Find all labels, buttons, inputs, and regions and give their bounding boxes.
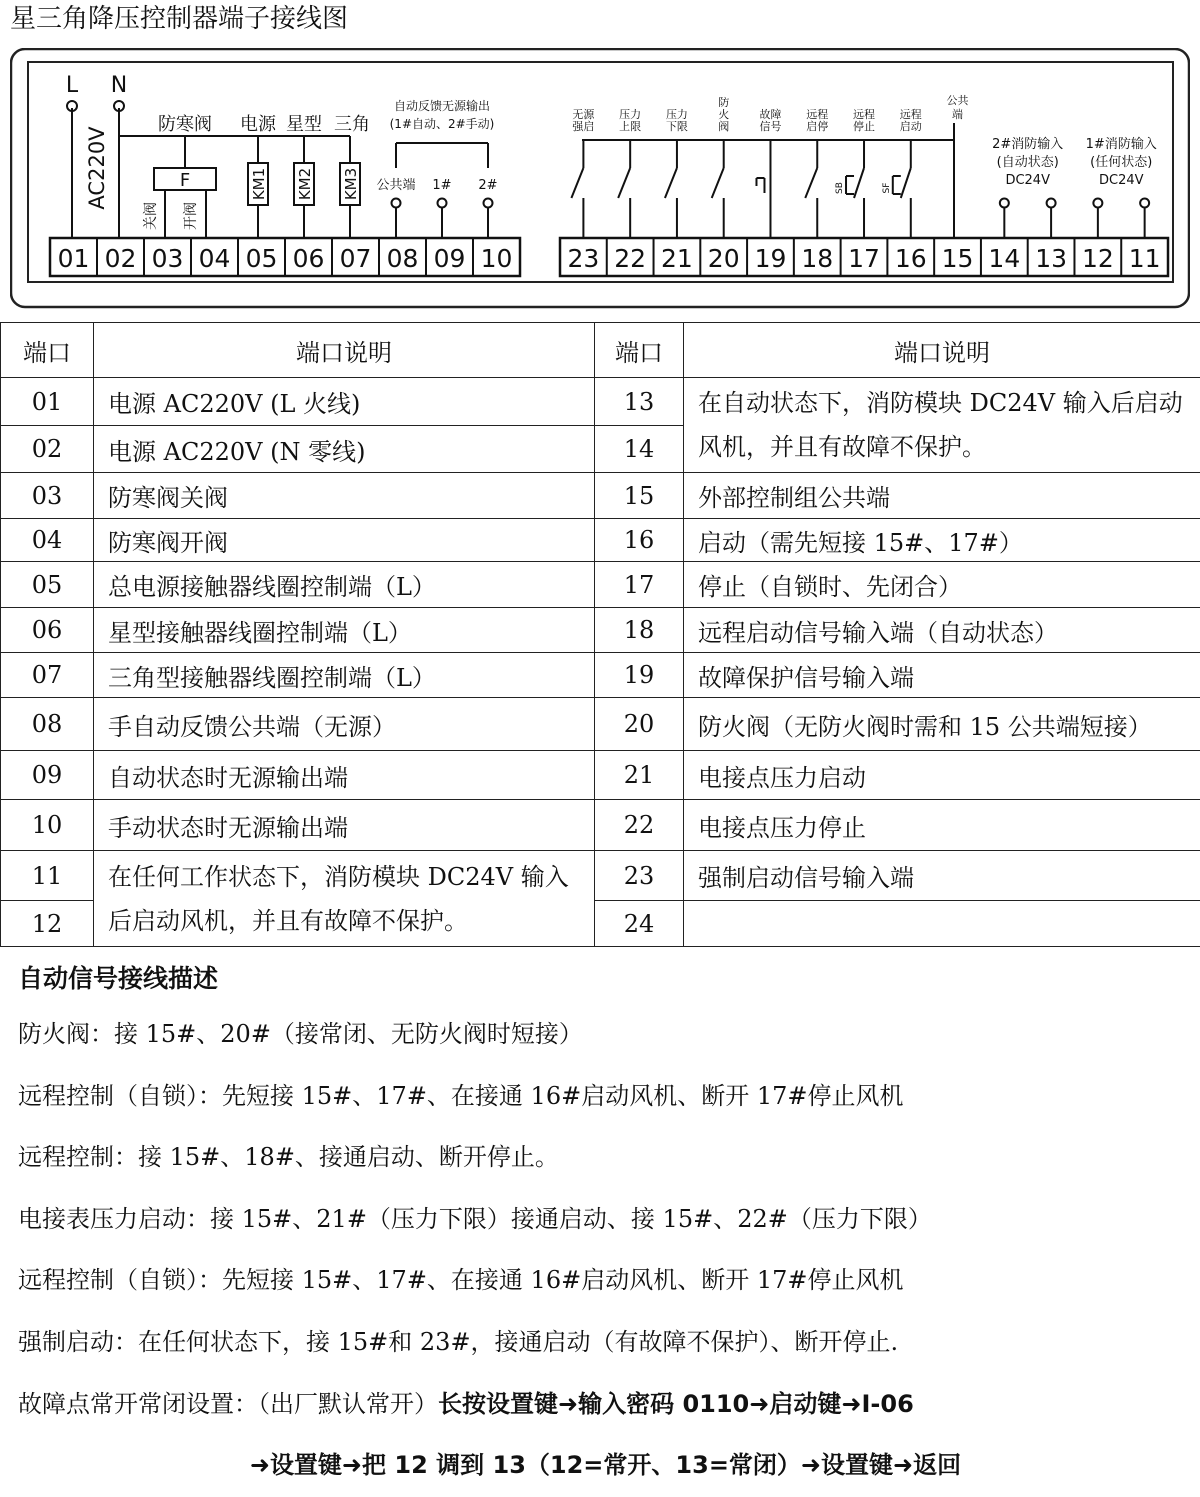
port-number: 24: [595, 901, 684, 947]
group-label-valve: 防寒阀: [158, 114, 212, 135]
port-number: 13: [595, 378, 684, 426]
terminal-07: 07: [340, 244, 372, 273]
port-description: 电接点压力启动: [684, 751, 1200, 800]
port-number: 05: [1, 562, 94, 608]
port-description: 强制启动信号输入端: [684, 851, 1200, 901]
terminal-11: 11: [1129, 244, 1161, 273]
terminal-10: 10: [481, 244, 513, 273]
wiring-notes: [18, 954, 1193, 1497]
ports-table: [0, 322, 1200, 947]
table-row: [1, 473, 1200, 519]
terminal-06: 06: [293, 244, 325, 273]
coil-km1: KM1: [250, 168, 268, 200]
left-terminal-numbers: [58, 238, 513, 276]
right-label-3: 压力: [666, 107, 688, 121]
port-number: 21: [595, 751, 684, 800]
group-label-power: 电源: [240, 114, 277, 135]
coil-km2: KM2: [296, 168, 314, 200]
port-number: 17: [595, 562, 684, 608]
port-number: 18: [595, 608, 684, 653]
port-number: 03: [1, 473, 94, 519]
port-number: 14: [595, 426, 684, 473]
port-description: 远程启动信号输入端（自动状态）: [684, 608, 1200, 653]
fire-input-1: 1#消防输入: [1086, 136, 1157, 152]
fault-setting-prefix: 故障点常开常闭设置：（出厂默认常开）: [18, 1390, 438, 1418]
terminal-04: 04: [199, 244, 231, 273]
port-description: 防火阀（无防火阀时需和 15 公共端短接）: [684, 698, 1200, 751]
right-label-6: 远程: [806, 107, 828, 121]
feedback-title: 自动反馈无源输出: [394, 98, 490, 113]
right-label-9: 端: [952, 107, 963, 121]
fault-setting-steps: 长按设置键➜输入密码 0110➜启动键➜I-06: [438, 1390, 914, 1418]
port-description: 手动状态时无源输出端: [94, 800, 595, 851]
fire-input-1: DC24V: [1099, 173, 1144, 188]
port-description: 停止（自锁时、先闭合）: [684, 562, 1200, 608]
port-number: 20: [595, 698, 684, 751]
note-line: 远程控制：接 15#、18#、接通启动、断开停止。: [18, 1127, 1193, 1189]
port-description: 自动状态时无源输出端: [94, 751, 595, 800]
port-number: 12: [1, 901, 94, 947]
notes-heading: 自动信号接线描述: [18, 954, 1193, 1004]
table-row: [1, 751, 1200, 800]
port-number: 16: [595, 519, 684, 562]
port-number: 07: [1, 653, 94, 698]
table-row: [1, 378, 1200, 426]
fault-setting-line: [18, 1374, 1193, 1436]
terminal-19: 19: [755, 244, 787, 273]
right-label-8: 远程: [900, 107, 922, 121]
sf-label: SF: [882, 183, 892, 194]
right-label-6: 启停: [806, 119, 828, 133]
port-description: 手自动反馈公共端（无源）: [94, 698, 595, 751]
group-label-star: 星型: [286, 114, 322, 135]
feedback-1: 1#: [432, 178, 451, 193]
port-number: 19: [595, 653, 684, 698]
port-number: 15: [595, 473, 684, 519]
table-row: [1, 608, 1200, 653]
note-line: 防火阀：接 15#、20#（接常闭、无防火阀时短接）: [18, 1004, 1193, 1066]
right-label-4: 阀: [718, 119, 729, 133]
port-description: 三角型接触器线圈控制端（L）: [94, 653, 595, 698]
group-label-delta: 三角: [334, 114, 370, 135]
right-label-5: 信号: [759, 119, 781, 133]
feedback-2: 2#: [478, 178, 497, 193]
terminal-17: 17: [848, 244, 880, 273]
terminal-09: 09: [434, 244, 466, 273]
table-row: [1, 800, 1200, 851]
fire-input-1: (任何状态): [1090, 154, 1152, 170]
fire-input-2: (自动状态): [997, 154, 1059, 170]
header-description: 端口说明: [684, 323, 1200, 378]
fault-setting-steps-2: ➜设置键➜把 12 调到 13（12=常开、13=常闭）➜设置键➜返回: [18, 1435, 1193, 1497]
right-label-5: 故障: [759, 107, 781, 121]
valve-open-label: 开阀: [182, 202, 199, 230]
table-row: [1, 519, 1200, 562]
fire-input-2: DC24V: [1005, 173, 1050, 188]
right-label-8: 启动: [900, 119, 922, 133]
table-row: [1, 698, 1200, 751]
port-description: 星型接触器线圈控制端（L）: [94, 608, 595, 653]
feedback-common: 公共端: [376, 177, 415, 193]
wiring-diagram: [10, 48, 1190, 310]
note-line: 远程控制（自锁）：先短接 15#、17#、在接通 16#启动风机、断开 17#停止风机: [18, 1250, 1193, 1312]
right-label-2: 上限: [619, 119, 641, 133]
port-description: 外部控制组公共端: [684, 473, 1200, 519]
right-terminal-numbers: [567, 238, 1160, 276]
table-row: [1, 653, 1200, 698]
coil-km3: KM3: [342, 168, 360, 200]
port-number: 01: [1, 378, 94, 426]
port-description: 防寒阀开阀: [94, 519, 595, 562]
port-description: 故障保护信号输入端: [684, 653, 1200, 698]
terminal-05: 05: [246, 244, 278, 273]
line-label-n: N: [111, 73, 127, 98]
right-label-1: 强启: [572, 119, 594, 133]
port-description: 电源 AC220V (N 零线): [94, 426, 595, 473]
port-description: [684, 901, 1200, 947]
port-number: 22: [595, 800, 684, 851]
right-label-4: 火: [718, 107, 729, 121]
port-description: 总电源接触器线圈控制端（L）: [94, 562, 595, 608]
port-number: 04: [1, 519, 94, 562]
port-number: 09: [1, 751, 94, 800]
valve-box-label: F: [180, 170, 190, 191]
line-label-l: L: [66, 73, 79, 98]
port-number: 10: [1, 800, 94, 851]
header-port: 端口: [595, 323, 684, 378]
port-number: 11: [1, 851, 94, 901]
right-label-7: 停止: [853, 119, 875, 133]
terminal-18: 18: [801, 244, 833, 273]
supply-label: AC220V: [85, 126, 109, 210]
note-line: 电接表压力启动：接 15#、21#（压力下限）接通启动、接 15#、22#（压力下限）: [18, 1189, 1193, 1251]
terminal-13: 13: [1035, 244, 1067, 273]
terminal-16: 16: [895, 244, 927, 273]
port-number: 02: [1, 426, 94, 473]
terminal-03: 03: [152, 244, 184, 273]
port-number: 23: [595, 851, 684, 901]
port-description: 在任何工作状态下，消防模块 DC24V 输入后启动风机，并且有故障不保护。: [94, 851, 595, 947]
port-description: 启动（需先短接 15#、17#）: [684, 519, 1200, 562]
port-description: 防寒阀关阀: [94, 473, 595, 519]
terminal-20: 20: [708, 244, 740, 273]
switch-contacts: [571, 140, 1149, 238]
right-label-1: 无源: [572, 108, 595, 121]
right-label-4: 防: [718, 96, 729, 109]
terminal-23: 23: [567, 244, 599, 273]
right-label-3: 下限: [666, 120, 688, 133]
table-row: [1, 562, 1200, 608]
right-label-2: 压力: [619, 107, 641, 121]
terminal-14: 14: [988, 244, 1020, 273]
fire-input-2: 2#消防输入: [992, 136, 1063, 152]
table-row: [1, 851, 1200, 901]
feedback-subtitle: (1#自动、2#手动): [390, 116, 495, 131]
note-line: 远程控制（自锁）：先短接 15#、17#、在接通 16#启动风机、断开 17#停止风机: [18, 1066, 1193, 1128]
port-description: 电源 AC220V (L 火线): [94, 378, 595, 426]
terminal-12: 12: [1082, 244, 1114, 273]
port-description: 在自动状态下，消防模块 DC24V 输入后启动风机，并且有故障不保护。: [684, 378, 1200, 473]
sb-label: SB: [835, 182, 845, 194]
terminal-21: 21: [661, 244, 693, 273]
terminal-02: 02: [105, 244, 137, 273]
right-label-7: 远程: [853, 107, 875, 121]
port-description: 电接点压力停止: [684, 800, 1200, 851]
terminal-15: 15: [942, 244, 974, 273]
terminal-22: 22: [614, 244, 646, 273]
page-title: 星三角降压控制器端子接线图: [10, 0, 348, 38]
header-description: 端口说明: [94, 323, 595, 378]
right-label-9: 公共: [947, 93, 969, 107]
header-port: 端口: [1, 323, 94, 378]
port-number: 06: [1, 608, 94, 653]
terminal-08: 08: [387, 244, 419, 273]
note-line: 强制启动：在任何状态下，接 15#和 23#，接通启动（有故障不保护）、断开停止.: [18, 1312, 1193, 1374]
terminal-01: 01: [58, 244, 90, 273]
valve-close-label: 关阀: [142, 202, 159, 230]
port-number: 08: [1, 698, 94, 751]
